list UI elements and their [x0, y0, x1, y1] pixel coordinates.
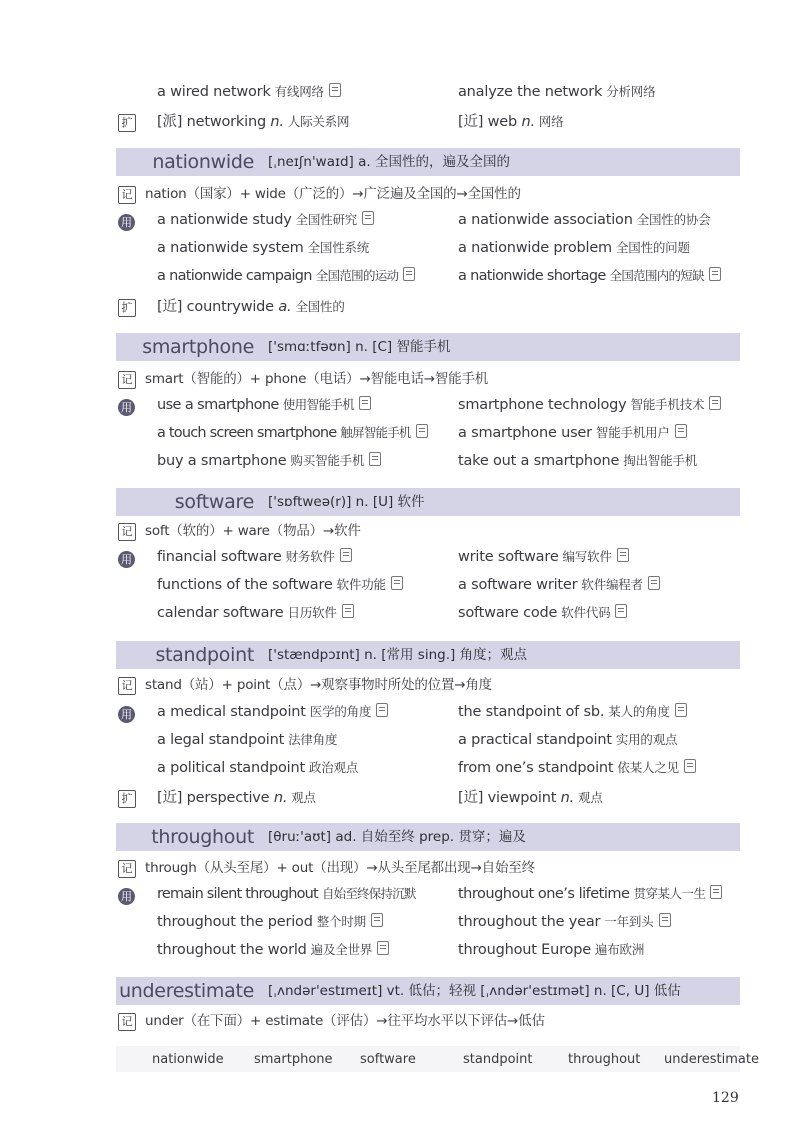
usage-left: financial software 财务软件	[157, 547, 352, 565]
example-icon	[376, 703, 388, 717]
entry-header	[116, 977, 740, 1005]
entry-header	[116, 641, 740, 669]
usage-right: write software 编写软件	[458, 547, 629, 565]
usage-left: buy a smartphone 购买智能手机	[157, 451, 381, 469]
memory-note: stand（站）+ point（点）→观察事物时所处的位置→角度	[145, 677, 492, 693]
extend-left: [派] networking n. 人际关系网	[157, 114, 350, 130]
page-number: 129	[712, 1090, 739, 1106]
usage-right: smartphone technology 智能手机技术	[458, 395, 721, 413]
usage-left: a political standpoint 政治观点	[157, 760, 359, 776]
usage-left: a medical standpoint 医学的角度	[157, 702, 388, 720]
example-icon	[709, 396, 721, 410]
usage-right: throughout one’s lifetime 贯穿某人一生	[458, 884, 722, 902]
usage-left: a wired network 有线网络	[157, 82, 341, 100]
usage-icon: 用	[118, 885, 135, 905]
usage-right: a nationwide problem 全国性的问题	[458, 240, 690, 256]
usage-left: a touch screen smartphone 触屏智能手机	[157, 423, 428, 441]
example-icon	[648, 576, 660, 590]
entry-header	[116, 823, 740, 851]
headword: software	[174, 491, 254, 513]
example-icon	[709, 267, 721, 281]
usage-left: calendar software 日历软件	[157, 603, 354, 621]
memory-note: smart（智能的）+ phone（电话）→智能电话→智能手机	[145, 371, 489, 387]
usage-icon: 用	[118, 548, 135, 568]
entry-header	[116, 148, 740, 176]
usage-left: a nationwide campaign 全国范围的运动	[157, 266, 415, 284]
headword: nationwide	[152, 151, 254, 173]
example-icon	[359, 396, 371, 410]
usage-right: a nationwide shortage 全国范围内的短缺	[458, 266, 721, 284]
memory-note: nation（国家）+ wide（广泛的）→广泛遍及全国的→全国性的	[145, 186, 521, 202]
definition: ['smɑːtfəʊn] n. [C] 智能手机	[268, 339, 451, 355]
definition: [ˌʌndər'estɪmeɪt] vt. 低估；轻视 [ˌʌndər'estɪmət] n. [C, U] 低估	[268, 983, 681, 999]
example-icon	[371, 913, 383, 927]
usage-right: a smartphone user 智能手机用户	[458, 423, 687, 441]
usage-left: a nationwide study 全国性研究	[157, 210, 374, 228]
usage-icon: 用	[118, 211, 135, 231]
headword: underestimate	[119, 980, 254, 1002]
usage-right: a practical standpoint 实用的观点	[458, 732, 678, 748]
recap-word: smartphone	[254, 1052, 333, 1067]
usage-left: use a smartphone 使用智能手机	[157, 395, 371, 413]
recap-word: nationwide	[152, 1052, 224, 1067]
example-icon	[340, 548, 352, 562]
usage-right: throughout Europe 遍布欧洲	[458, 942, 645, 958]
example-icon	[342, 604, 354, 618]
extend-left: [近] countrywide a. 全国性的	[157, 299, 345, 315]
recap-word: underestimate	[664, 1052, 759, 1067]
example-icon	[362, 211, 374, 225]
usage-right: take out a smartphone 掏出智能手机	[458, 453, 698, 469]
memory-icon: 记	[118, 1010, 136, 1031]
usage-right: software code 软件代码	[458, 603, 627, 621]
usage-right: analyze the network 分析网络	[458, 84, 656, 100]
usage-left: throughout the world 遍及全世界	[157, 940, 389, 958]
usage-icon: 用	[118, 396, 135, 416]
headword: standpoint	[155, 644, 254, 666]
memory-icon: 记	[118, 520, 136, 541]
usage-left: remain silent throughout 自始至终保持沉默	[157, 886, 416, 902]
example-icon	[329, 83, 341, 97]
example-icon	[615, 604, 627, 618]
recap-word: software	[360, 1052, 416, 1067]
entry-header	[116, 488, 740, 516]
memory-note: soft（软的）+ ware（物品）→软件	[145, 523, 361, 539]
extend-icon: 扩	[118, 296, 136, 317]
example-icon	[675, 703, 687, 717]
definition: [ˌneɪʃn'waɪd] a. 全国性的，遍及全国的	[268, 154, 510, 170]
extend-left: [近] perspective n. 观点	[157, 790, 316, 806]
example-icon	[684, 759, 696, 773]
usage-icon: 用	[118, 703, 135, 723]
recap-word: standpoint	[463, 1052, 533, 1067]
extend-icon: 扩	[118, 111, 136, 132]
example-icon	[369, 452, 381, 466]
memory-note: under（在下面）+ estimate（评估）→往平均水平以下评估→低估	[145, 1013, 545, 1029]
usage-right: a nationwide association 全国性的协会	[458, 212, 711, 228]
example-icon	[377, 941, 389, 955]
memory-icon: 记	[118, 368, 136, 389]
usage-left: a legal standpoint 法律角度	[157, 732, 338, 748]
definition: ['stændpɔɪnt] n. [常用 sing.] 角度；观点	[268, 647, 528, 663]
extend-icon: 扩	[118, 787, 136, 808]
extend-right: [近] viewpoint n. 观点	[458, 790, 603, 806]
example-icon	[659, 913, 671, 927]
memory-icon: 记	[118, 857, 136, 878]
usage-left: a nationwide system 全国性系统	[157, 240, 370, 256]
example-icon	[710, 885, 722, 899]
entry-header	[116, 333, 740, 361]
example-icon	[416, 424, 428, 438]
usage-left: throughout the period 整个时期	[157, 912, 383, 930]
memory-icon: 记	[118, 674, 136, 695]
definition: ['sɒftweə(r)] n. [U] 软件	[268, 494, 425, 510]
usage-right: from one’s standpoint 依某人之见	[458, 758, 696, 776]
recap-word: throughout	[568, 1052, 641, 1067]
example-icon	[391, 576, 403, 590]
example-icon	[403, 267, 415, 281]
usage-left: functions of the software 软件功能	[157, 575, 403, 593]
usage-right: throughout the year 一年到头	[458, 912, 671, 930]
headword: throughout	[151, 826, 254, 848]
memory-icon: 记	[118, 183, 136, 204]
extend-right: [近] web n. 网络	[458, 114, 564, 130]
usage-right: the standpoint of sb. 某人的角度	[458, 702, 687, 720]
example-icon	[617, 548, 629, 562]
memory-note: through（从头至尾）+ out（出现）→从头至尾都出现→自始至终	[145, 860, 535, 876]
usage-right: a software writer 软件编程者	[458, 575, 660, 593]
headword: smartphone	[142, 336, 254, 358]
example-icon	[675, 424, 687, 438]
definition: [θruː'aʊt] ad. 自始至终 prep. 贯穿；遍及	[268, 829, 526, 845]
